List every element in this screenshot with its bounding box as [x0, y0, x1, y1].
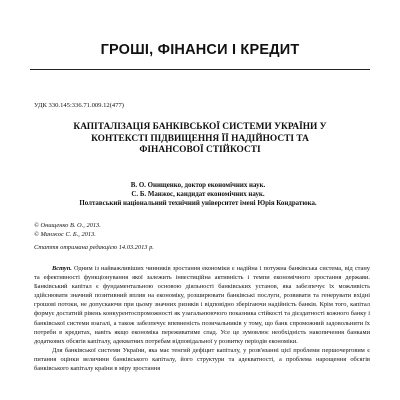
- introduction-label: Вступ.: [52, 265, 72, 272]
- author-line: С. Б. Манжос, кандидат економічних наук.: [131, 191, 265, 199]
- article-title-line: КАПІТАЛІЗАЦІЯ БАНКІВСЬКОЇ СИСТЕМИ УКРАЇНИ У: [73, 122, 327, 132]
- author-line: В. О. Онищенко, доктор економічних наук.: [130, 182, 266, 189]
- article-title-line: КОНТЕКСТІ ПІДВИЩЕННЯ ЇЇ НАДІЙНОСТІ ТА: [91, 133, 309, 144]
- affiliation-line: Полтавський національний технічний університет імені Юрія Кондратюка.: [79, 200, 317, 208]
- udc-code: УДК 330.145:336.71.009.12(477): [34, 102, 125, 109]
- journal-title: ГРОШІ, ФІНАНСИ І КРЕДИТ: [100, 42, 300, 58]
- authors-block: [30, 181, 366, 208]
- received-date: Стаття отримана редакцією 14.03.2013 р.: [34, 244, 154, 251]
- copyright-line: © Онищенко В. О., 2013.: [34, 222, 101, 229]
- paragraph: [34, 264, 370, 346]
- header-rule: [30, 69, 370, 70]
- copyright-line: © Манжос С. Б., 2013.: [34, 231, 96, 238]
- copyright-block: [34, 221, 101, 239]
- paragraph: Для банківської системи України, яка має тенгий дефіцит капіталу, у розв'язанні цієї проблеми першочерговим є питання оцінки величини банківського капіталу, його структури та адекватності, а проблема нарощення обсягів банківського капіталу країни в міру зростання: [34, 346, 370, 373]
- paragraph-text: Одним із найважливіших чинників зростання економіки є надійна і потужна банківська система, від стану та ефективності функціонування якої залежить інвестиційна активність і темпи економічного зростання держави. Банківський капітал є фундаментальною основою діяльності банківських установ, яка забезпечує їх можливість здійснювати значний позитивний вплив на економіку, розширювати банківські послуги, розвивати та генерувати вхідні грошові потоки, не допускаючи при цьому значних ризиків і відповідно зберігаючи надійність банків. Крім того, капітал формує достатній рівень конкурентоспроможності як узагальнюючого показника стійкості та дієздатності кожного банку і банківської системи взагалі, а також забезпечує впевненість позичальників у тому, що банк спроможний задовольнити їх потреби в кредитах, навіть якщо економіка переживатиме спад. Усе це зумовлює необхідність накопичення банками додаткових обсягів капіталу, адекватних потребам відповідальної у розвитку періодів економіки.: [34, 265, 370, 345]
- article-title-line: ФІНАНСОВОЇ СТІЙКОСТІ: [139, 145, 261, 155]
- article-title: [55, 122, 345, 157]
- article-body: [34, 264, 370, 373]
